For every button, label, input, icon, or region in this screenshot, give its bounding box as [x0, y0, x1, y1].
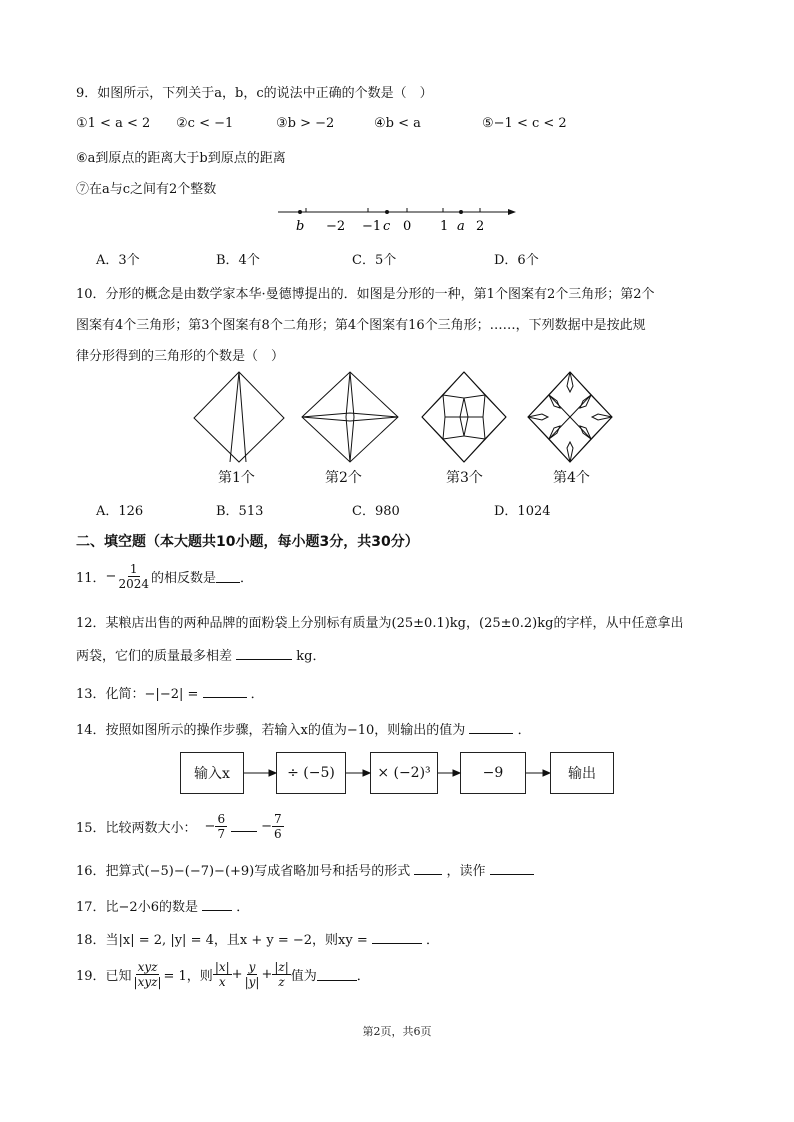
q15-fraction-1 [215, 812, 227, 841]
q10-line-2: 图案有4个三角形；第3个图案有8个二角形；第4个图案有16个三角形；……，下列数据中是按此规 [76, 318, 646, 333]
q10-option-c[interactable]: C．980 [352, 504, 400, 519]
q14-answer-blank[interactable] [469, 721, 513, 734]
q15-minus-1: − [204, 819, 216, 834]
point-a [459, 210, 463, 214]
flow-input-box: 输入x [180, 752, 244, 794]
label-neg1: −1 [362, 219, 382, 234]
q19-given-fraction [132, 960, 164, 989]
q11 [76, 562, 253, 591]
q9-statement-5: ⑤−1 < c < 2 [482, 116, 567, 131]
q19-given-num: xyz [137, 960, 158, 974]
q18-end: ． [426, 933, 440, 948]
fractal-figure-3 [422, 372, 506, 462]
q9-statement-1: ①1 < a < 2 [76, 116, 151, 131]
page-footer: 第2页，共6页 [362, 1025, 432, 1038]
q19-fraction-y [243, 960, 262, 989]
q11-text: 的相反数是 [151, 571, 217, 586]
q19-tail: 值为 [290, 969, 317, 984]
fractal-figures [180, 368, 620, 464]
q17 [76, 896, 249, 915]
q11-numerator: 1 [129, 562, 138, 576]
q10-line-1: 10．分形的概念是由数学家本华·曼德博提出的．如图是分形的一种，第1个图案有2个三角形；第2个 [76, 287, 655, 302]
label-c: c [383, 219, 391, 234]
q12-answer-blank[interactable] [236, 647, 292, 660]
q17-answer-blank[interactable] [202, 898, 232, 911]
label-neg2: −2 [326, 219, 346, 234]
q15-fraction-1-num: 6 [217, 812, 226, 826]
q19-fraction-x [213, 960, 232, 989]
q19-fraction-x-num: |x| [214, 960, 230, 974]
q19-plus-2: + [261, 967, 273, 982]
q11-end: ． [240, 571, 254, 586]
q19-number: 19．已知 [76, 969, 132, 984]
q10-option-d[interactable]: D．1024 [494, 504, 551, 519]
fractal-caption-3: 第3个 [446, 470, 483, 486]
q16-mid: ，读作 [446, 864, 486, 879]
q9-statement-4: ④b < a [374, 116, 421, 131]
q9-stem: 9．如图所示，下列关于a，b，c的说法中正确的个数是（ ） [76, 86, 433, 101]
q18-text: 18．当|x| = 2, |y| = 4，且x + y = −2，则xy = [76, 933, 368, 948]
q12-line-2-unit: kg． [296, 649, 326, 664]
q9-statement-6: ⑥a到原点的距离大于b到原点的距离 [76, 151, 286, 166]
q18-answer-blank[interactable] [372, 931, 422, 944]
q11-number: 11． [76, 571, 106, 586]
flow-multiply-box: × (−2)³ [370, 752, 438, 794]
q19-end: ． [356, 969, 370, 984]
label-b: b [296, 219, 305, 234]
q19-plus-1: + [231, 967, 243, 982]
q12-line-2-text: 两袋，它们的质量最多相差 [76, 649, 233, 664]
q15-answer-blank[interactable] [231, 821, 257, 832]
q16-answer-blank-1[interactable] [414, 862, 442, 875]
q15-fraction-2-den: 6 [274, 827, 282, 841]
q18 [76, 929, 439, 948]
q13-end: ． [250, 687, 264, 702]
q17-end: ． [236, 900, 250, 915]
q19-eq: = 1，则 [163, 969, 213, 984]
flow-output-box: 输出 [550, 752, 614, 794]
q14-text: 14．按照如图所示的操作步骤，若输入x的值为−10，则输出的值为 [76, 723, 466, 738]
flow-arrowhead-2 [363, 770, 370, 776]
label-a: a [457, 219, 465, 234]
q11-fraction [116, 562, 151, 591]
q9-option-d[interactable]: D．6个 [494, 253, 539, 268]
q19 [76, 960, 370, 989]
q15-fraction-2 [272, 812, 284, 841]
q19-fraction-z [272, 960, 290, 989]
q12-line-2 [76, 645, 326, 664]
label-2: 2 [476, 219, 485, 234]
flow-arrowhead-4 [543, 770, 550, 776]
flow-subtract-box: −9 [460, 752, 526, 794]
q9-statement-3: ③b > −2 [276, 116, 335, 131]
label-1: 1 [440, 219, 449, 234]
q19-fraction-x-den: x [218, 975, 226, 989]
q16 [76, 860, 534, 879]
flow-arrowhead-3 [453, 770, 460, 776]
point-b [298, 210, 302, 214]
q16-answer-blank-2[interactable] [490, 862, 534, 875]
q9-option-c[interactable]: C．5个 [352, 253, 397, 268]
q13-answer-blank[interactable] [203, 685, 247, 698]
label-0: 0 [403, 219, 412, 234]
fractal-figure-2 [302, 372, 398, 462]
q11-sign: − [105, 569, 117, 584]
number-line [270, 200, 520, 234]
q10-line-3: 律分形得到的三角形的个数是（ ） [76, 349, 285, 364]
q19-answer-blank[interactable] [317, 968, 357, 981]
q15-minus-2: − [261, 819, 272, 834]
q19-fraction-y-den: |y| [244, 975, 260, 989]
q16-text: 16．把算式(−5)−(−7)−(+9)写成省略加号和括号的形式 [76, 864, 411, 879]
q9-statement-2: ②c < −1 [176, 116, 234, 131]
fractal-caption-1: 第1个 [218, 470, 255, 486]
q11-denominator: 2024 [118, 577, 149, 591]
q10-option-b[interactable]: B．513 [216, 504, 264, 519]
flow-arrowhead-1 [269, 770, 276, 776]
q14 [76, 719, 531, 738]
flow-arrows [244, 764, 550, 782]
section-2-title: 二、填空题（本大题共10小题，每小题3分，共30分） [76, 534, 419, 550]
q19-given-den: |xyz| [133, 975, 162, 989]
q17-text: 17．比−2小6的数是 [76, 900, 198, 915]
q10-option-a[interactable]: A．126 [96, 504, 144, 519]
q13-text: 13．化简：−|−2| = [76, 687, 199, 702]
fractal-figure-4 [528, 372, 612, 462]
q14-end: ． [517, 723, 531, 738]
fractal-caption-2: 第2个 [325, 470, 362, 486]
q15-text: 15．比较两数大小： [76, 821, 197, 836]
q11-answer-blank[interactable] [216, 570, 240, 583]
fractal-caption-4: 第4个 [553, 470, 590, 486]
q9-option-b[interactable]: B．4个 [216, 253, 260, 268]
number-line-arrow [508, 209, 516, 215]
point-c [385, 210, 389, 214]
q12-line-1: 12．某粮店出售的两种品牌的面粉袋上分别标有质量为(25±0.1)kg，(25±0.2)kg的字样，从中任意拿出 [76, 616, 684, 631]
flow-divide-box: ÷ (−5) [276, 752, 346, 794]
q15-fraction-1-den: 7 [217, 827, 226, 841]
q15-fraction-2-num: 7 [274, 812, 282, 826]
q9-option-a[interactable]: A．3个 [96, 253, 140, 268]
q9-statement-7: ⑦在a与c之间有2个整数 [76, 182, 217, 197]
q15 [76, 812, 284, 841]
q19-fraction-z-num: |z| [274, 960, 289, 974]
fractal-figure-1 [194, 372, 284, 462]
q19-fraction-y-num: y [248, 960, 256, 974]
q19-fraction-z-den: z [278, 975, 285, 989]
q13 [76, 683, 264, 702]
